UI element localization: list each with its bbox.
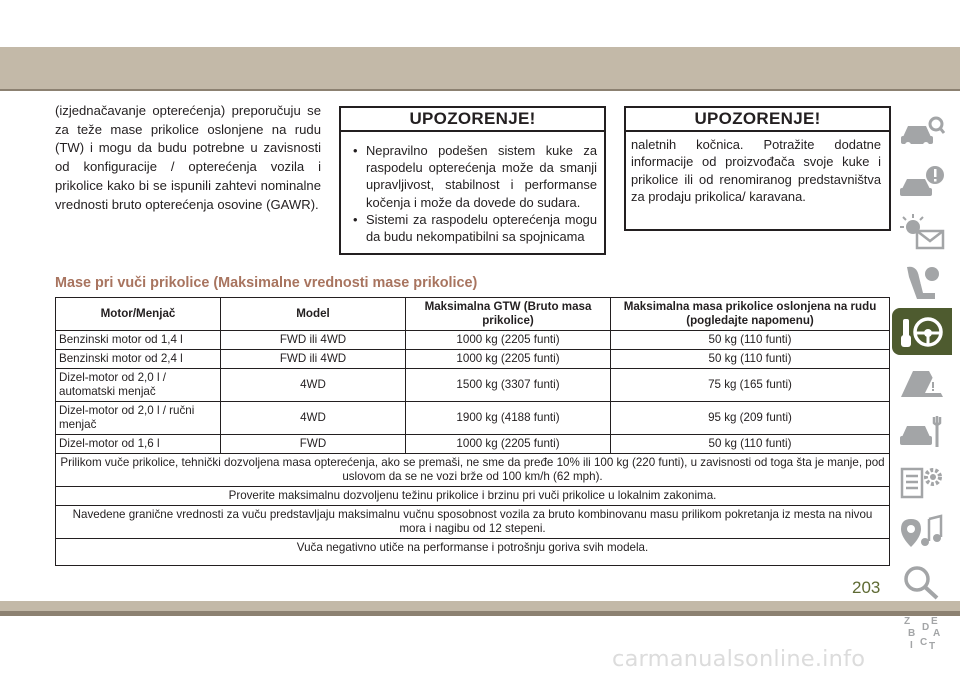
table-row	[56, 369, 890, 402]
index-letter: C	[920, 636, 928, 648]
table-note-row	[56, 506, 890, 539]
table-row	[56, 350, 890, 369]
chapter-tab-service[interactable]	[892, 408, 952, 455]
chapter-tab-warning-lights[interactable]	[892, 208, 952, 255]
index-letter: I	[910, 639, 913, 651]
table-cell: 1000 kg (2205 funti)	[406, 435, 611, 454]
table-row	[56, 435, 890, 454]
car-service-icon	[899, 413, 945, 451]
table-cell: 4WD	[221, 369, 406, 402]
index-letter: B	[908, 627, 916, 639]
chapter-tab-emergency[interactable]	[892, 358, 952, 405]
warning-text-2: naletnih kočnica. Potražite dodatne informacije od proizvođača svoje kuke i prikolice ili od renomiranog predstavništva za prodaju prikolica/ karavana.	[631, 137, 881, 205]
magnifier-icon	[899, 563, 945, 601]
trailer-mass-table	[55, 297, 890, 566]
bottom-footer-rule	[0, 611, 960, 616]
index-letter: T	[929, 640, 936, 651]
table-cell: 1500 kg (3307 funti)	[406, 369, 611, 402]
warning-item: • Nepravilno podešen sistem kuke za raspodelu opterećenja može da smanji upravljivost, stabilnost i performanse kočenja i može da dovede do sudara.	[353, 142, 597, 211]
music-navigation-icon	[899, 513, 945, 551]
table-note-row	[56, 487, 890, 506]
watermark: carmanualsonline.info	[612, 646, 866, 672]
chapter-tab-index-search[interactable]	[892, 558, 952, 605]
index-letter: A	[933, 627, 941, 639]
road-warning-icon	[899, 363, 945, 401]
table-cell: 50 kg (110 funti)	[611, 350, 890, 369]
table-cell: Benzinski motor od 2,4 l	[56, 350, 221, 369]
specifications-gear-icon	[899, 463, 945, 501]
seat-airbag-icon	[899, 263, 945, 301]
table-note-row	[56, 539, 890, 566]
warning-title-1: UPOZORENJE!	[341, 108, 604, 132]
car-info-icon	[899, 163, 945, 201]
table-note: Prilikom vuče prikolice, tehnički dozvoljena masa opterećenja, ako se premaši, ne sme da pređe 10% ili 100 kg (220 funti), u zavisnosti od toga šta je manje, pod uslovom da se ne vozi brže od 100 km/h (62 mph).	[56, 454, 890, 487]
table-note: Vuča negativno utiče na performanse i potrošnju goriva svih modela.	[56, 539, 890, 566]
index-letter: E	[931, 615, 938, 627]
intro-paragraph: (izjednačavanje opterećenja) preporučuju se za teže mase prikolice oslonjene na rudu (TW) i mogu da budu potrebne u zavisnosti od konfiguracije / opterećenja vozila i prikolice kako bi se ispunili zahtevi nominalne vrednosti bruto opterećenja osovine (GAWR).	[55, 103, 321, 212]
table-note: Proverite maksimalnu dozvoljenu težinu prikolice i brzinu pri vuči prikolice u lokalnim zakonima.	[56, 487, 890, 506]
warning-title-2: UPOZORENJE!	[626, 108, 889, 132]
table-cell: 1900 kg (4188 funti)	[406, 402, 611, 435]
table-cell: Dizel-motor od 1,6 l	[56, 435, 221, 454]
table-cell: Benzinski motor od 1,4 l	[56, 331, 221, 350]
index-letter: D	[922, 621, 930, 633]
chapter-tab-specifications[interactable]	[892, 458, 952, 505]
chapter-tab-safety[interactable]	[892, 258, 952, 305]
table-cell: 4WD	[221, 402, 406, 435]
table-cell: Dizel-motor od 2,0 l / ručni menjač	[56, 402, 221, 435]
chapter-tab-multimedia[interactable]	[892, 508, 952, 555]
header-model: Model	[221, 298, 406, 331]
table-cell: Dizel-motor od 2,0 l / automatski menjač	[56, 369, 221, 402]
warning-item: • Sistemi za raspodelu opterećenja mogu da budu nekompatibilni sa spojnicama	[353, 211, 597, 245]
header-engine: Motor/Menjač	[56, 298, 221, 331]
table-row	[56, 331, 890, 350]
table-cell: 50 kg (110 funti)	[611, 435, 890, 454]
table-cell: FWD ili 4WD	[221, 350, 406, 369]
table-cell: 50 kg (110 funti)	[611, 331, 890, 350]
table-cell: 1000 kg (2205 funti)	[406, 331, 611, 350]
header-max-gtw: Maksimalna GTW (Bruto masa prikolice)	[406, 298, 611, 331]
index-letters-icon	[899, 613, 945, 651]
table-cell: 95 kg (209 funti)	[611, 402, 890, 435]
warning-list-1	[341, 132, 604, 245]
section-title: Mase pri vuči prikolice (Maksimalne vrednosti mase prikolice)	[55, 275, 478, 291]
table-cell: 75 kg (165 funti)	[611, 369, 890, 402]
warning-box-2	[624, 106, 891, 231]
chapter-tab-getting-to-know[interactable]	[892, 108, 952, 155]
page-number: 203	[852, 578, 881, 597]
table-note-row	[56, 454, 890, 487]
chapter-tabs	[892, 108, 952, 658]
table-cell: FWD	[221, 435, 406, 454]
table-note: Navedene granične vrednosti za vuču predstavljaju maksimalnu vučnu sposobnost vozila za bruto kombinovanu masu prilikom pokretanja iz mesta na nivou mora i nagibu od 12 stepeni.	[56, 506, 890, 539]
top-header-rule	[0, 89, 960, 91]
car-search-icon	[899, 113, 945, 151]
index-letter: Z	[904, 615, 911, 627]
table-cell: 1000 kg (2205 funti)	[406, 350, 611, 369]
table-row	[56, 402, 890, 435]
top-header-band	[0, 47, 960, 89]
header-max-tongue-weight: Maksimalna masa prikolice oslonjena na rudu (pogledajte napomenu)	[611, 298, 890, 331]
table-header-row	[56, 298, 890, 331]
chapter-tab-controls[interactable]	[892, 158, 952, 205]
bottom-footer-band	[0, 601, 960, 611]
table-cell: FWD ili 4WD	[221, 331, 406, 350]
warning-lights-mail-icon	[899, 213, 945, 251]
warning-box-1	[339, 106, 606, 255]
chapter-tab-starting-operating[interactable]	[892, 308, 952, 355]
key-steering-wheel-icon	[899, 313, 945, 351]
